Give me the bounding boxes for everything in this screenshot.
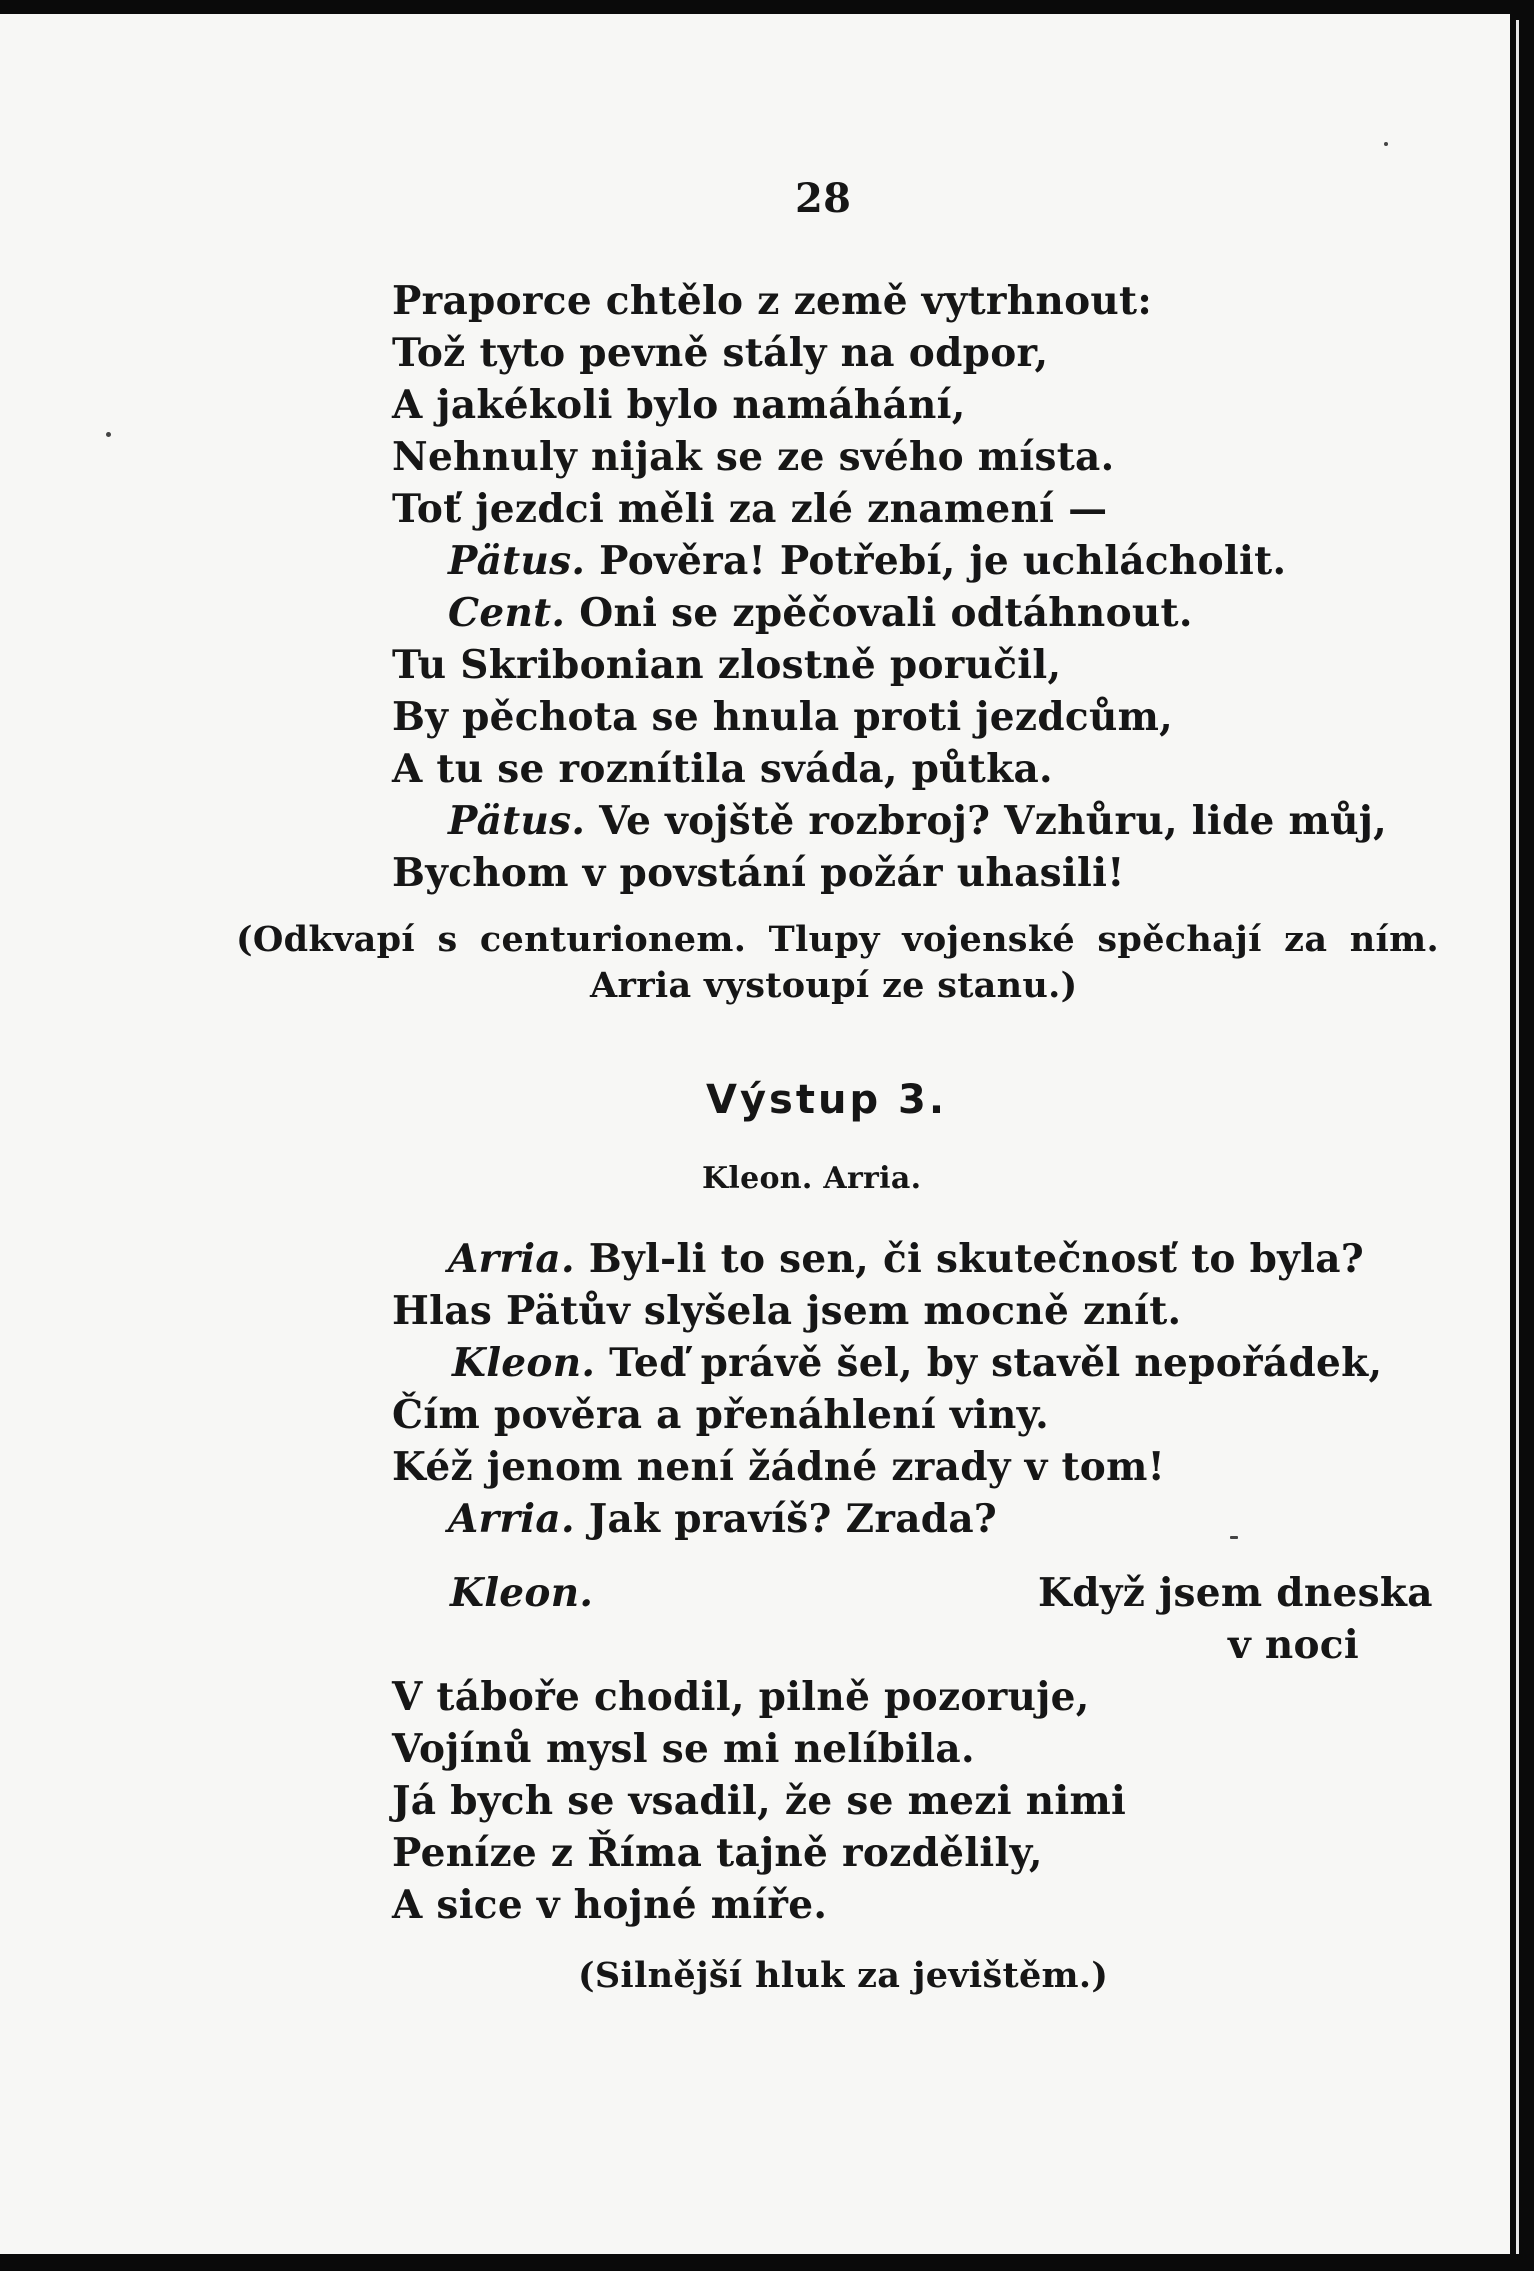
scan-speck bbox=[106, 432, 111, 437]
book-page bbox=[0, 14, 1510, 2254]
verse-line: V táboře chodil, pilně pozoruje, bbox=[392, 1674, 1090, 1720]
speaker-name: Cent. bbox=[448, 590, 566, 636]
verse-line: By pěchota se hnula proti jezdcům, bbox=[392, 694, 1174, 740]
person-name: Arria. bbox=[823, 1161, 922, 1196]
verse-line: Já bych se vsadil, že se mezi nimi bbox=[392, 1778, 1127, 1824]
scan-border-top bbox=[0, 0, 1534, 14]
scan-edge-line bbox=[1516, 20, 1519, 2260]
verse-line: Hlas Pätův slyšela jsem mocně znít. bbox=[392, 1288, 1182, 1334]
speaker-name: Arria. bbox=[448, 1496, 575, 1542]
verse-line: A tu se roznítila sváda, půtka. bbox=[392, 746, 1053, 792]
verse-line: Toť jezdci měli za zlé znamení — bbox=[392, 486, 1108, 532]
verse-line: Tu Skribonian zlostně poručil, bbox=[392, 642, 1062, 688]
verse-line: Kéž jenom není žádné zrady v tom! bbox=[392, 1444, 1166, 1490]
page-number: 28 bbox=[795, 175, 852, 222]
person-name: Kleon. bbox=[702, 1161, 813, 1196]
verse-line: A jakékoli bylo namáhání, bbox=[392, 382, 966, 428]
verse-line: Nehnuly nijak se ze svého místa. bbox=[392, 434, 1115, 480]
verse-line bbox=[452, 1340, 1383, 1386]
verse-line bbox=[448, 1236, 1364, 1282]
scene-heading: Výstup 3. bbox=[706, 1077, 948, 1123]
verse-line: Peníze z Říma tajně rozdělily, bbox=[392, 1830, 1043, 1876]
scene-persons bbox=[702, 1161, 922, 1196]
scan-border-bottom bbox=[0, 2254, 1534, 2271]
verse-line: Bychom v povstání požár uhasili! bbox=[392, 850, 1125, 896]
verse-line bbox=[448, 798, 1388, 844]
stage-direction: (Silnější hluk za jevištěm.) bbox=[578, 1955, 1109, 1996]
scan-speck bbox=[1230, 1536, 1238, 1539]
speech-text: Teď právě šel, by stavěl nepořádek, bbox=[609, 1340, 1383, 1386]
verse-line: Když jsem dneska bbox=[1038, 1570, 1433, 1616]
verse-line bbox=[448, 590, 1193, 636]
verse-line: Praporce chtělo z země vytrhnout: bbox=[392, 278, 1153, 324]
verse-line bbox=[448, 538, 1287, 584]
stage-direction: Arria vystoupí ze stanu.) bbox=[590, 965, 1078, 1006]
stage-direction: (Odkvapí s centurionem. Tlupy vojenské spěchají za ním. bbox=[236, 919, 1439, 960]
speech-text: Ve vojště rozbroj? Vzhůru, lide můj, bbox=[599, 798, 1388, 844]
scan-border-right bbox=[1510, 0, 1534, 2271]
scan-speck bbox=[1384, 142, 1388, 146]
speech-text: Pověra! Potřebí, je uchlácholit. bbox=[599, 538, 1287, 584]
verse-line: A sice v hojné míře. bbox=[392, 1882, 828, 1928]
verse-line: Vojínů mysl se mi nelíbila. bbox=[392, 1726, 975, 1772]
speaker-name: Arria. bbox=[448, 1236, 575, 1282]
speech-text: Oni se zpěčovali odtáhnout. bbox=[579, 590, 1193, 636]
verse-line: v noci bbox=[1228, 1622, 1359, 1668]
speaker-name: Pätus. bbox=[448, 538, 586, 584]
speaker-name: Kleon. bbox=[450, 1570, 594, 1616]
verse-line: Tož tyto pevně stály na odpor, bbox=[392, 330, 1049, 376]
speaker-name: Pätus. bbox=[448, 798, 586, 844]
speech-text: Byl-li to sen, či skutečnosť to byla? bbox=[588, 1236, 1364, 1282]
speech-text: Jak pravíš? Zrada? bbox=[588, 1496, 998, 1542]
speaker-name: Kleon. bbox=[452, 1340, 596, 1386]
verse-line bbox=[448, 1496, 998, 1542]
verse-line: Čím pověra a přenáhlení viny. bbox=[392, 1392, 1049, 1438]
